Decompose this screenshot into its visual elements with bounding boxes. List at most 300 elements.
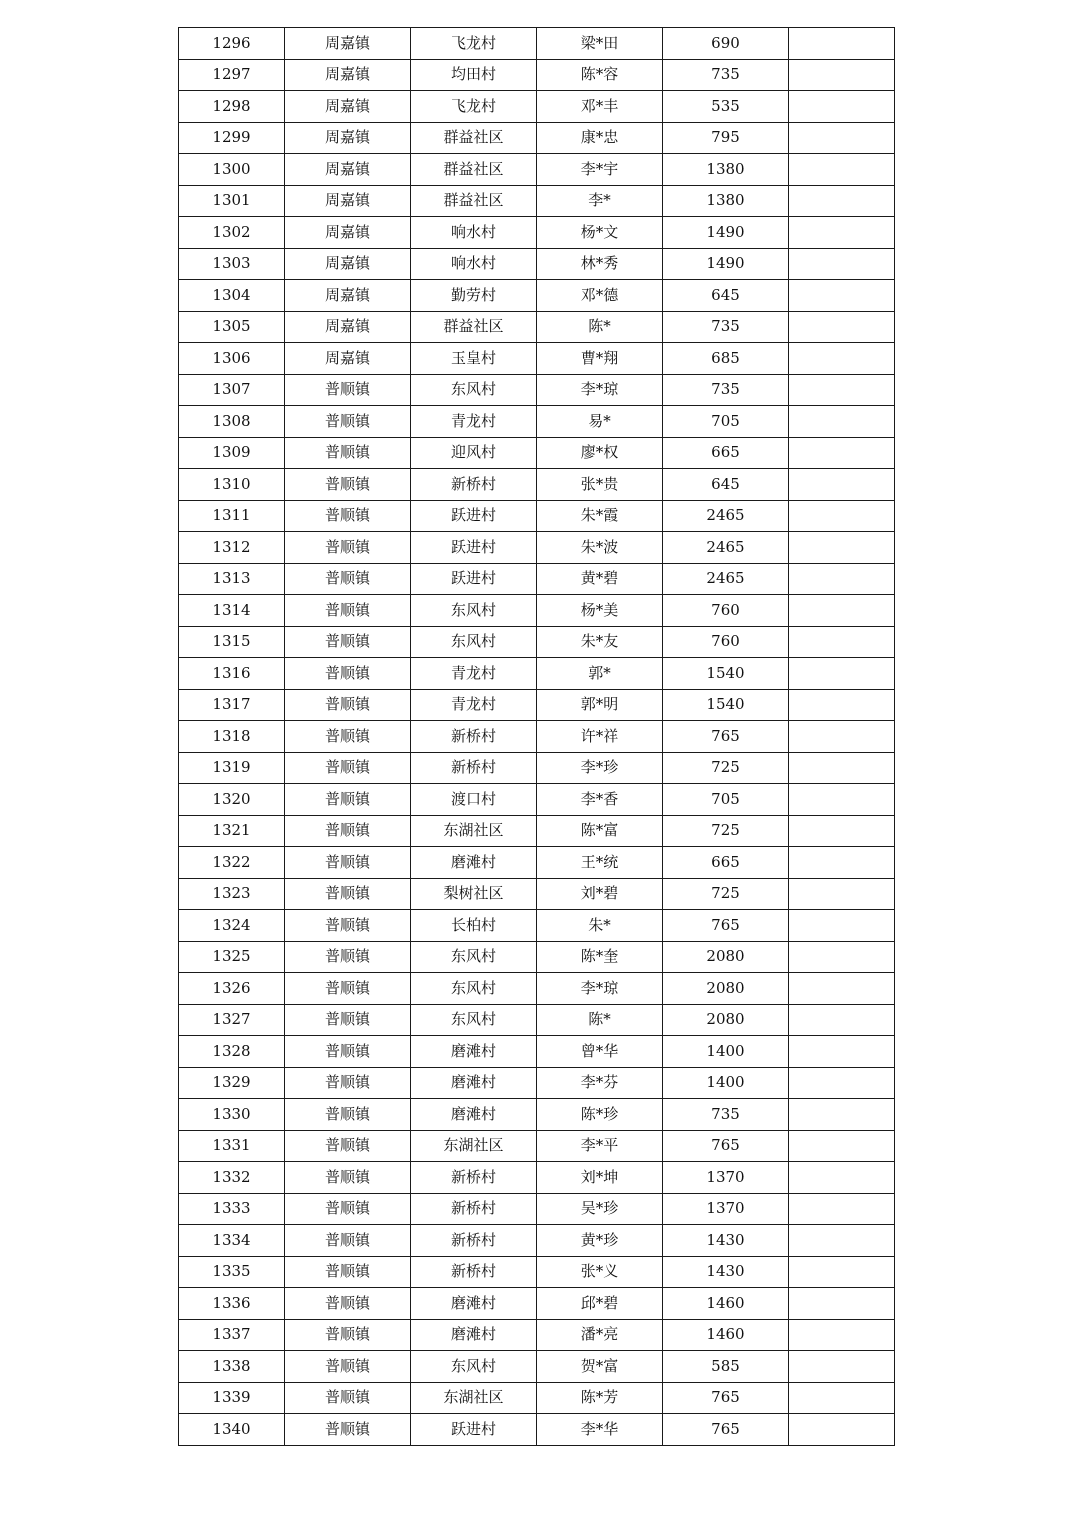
row-number-cell: 1308 bbox=[179, 406, 285, 438]
name-cell: 郭*明 bbox=[537, 689, 663, 721]
row-number-cell: 1334 bbox=[179, 1225, 285, 1257]
name-cell: 李*宇 bbox=[537, 154, 663, 186]
table-row bbox=[179, 658, 895, 690]
town-cell: 周嘉镇 bbox=[285, 59, 411, 91]
name-cell: 李*芬 bbox=[537, 1067, 663, 1099]
amount-cell: 765 bbox=[663, 1382, 789, 1414]
roster-table-body bbox=[179, 28, 895, 1446]
village-cell: 青龙村 bbox=[411, 689, 537, 721]
note-cell bbox=[789, 217, 895, 249]
town-cell: 周嘉镇 bbox=[285, 311, 411, 343]
village-cell: 磨滩村 bbox=[411, 1067, 537, 1099]
amount-cell: 735 bbox=[663, 59, 789, 91]
town-cell: 普顺镇 bbox=[285, 847, 411, 879]
row-number-cell: 1330 bbox=[179, 1099, 285, 1131]
name-cell: 张*义 bbox=[537, 1256, 663, 1288]
town-cell: 普顺镇 bbox=[285, 406, 411, 438]
town-cell: 周嘉镇 bbox=[285, 185, 411, 217]
town-cell: 普顺镇 bbox=[285, 941, 411, 973]
table-row bbox=[179, 374, 895, 406]
row-number-cell: 1305 bbox=[179, 311, 285, 343]
town-cell: 普顺镇 bbox=[285, 1193, 411, 1225]
name-cell: 邓*丰 bbox=[537, 91, 663, 123]
note-cell bbox=[789, 689, 895, 721]
amount-cell: 1540 bbox=[663, 658, 789, 690]
name-cell: 陈*富 bbox=[537, 815, 663, 847]
name-cell: 贺*富 bbox=[537, 1351, 663, 1383]
note-cell bbox=[789, 1351, 895, 1383]
village-cell: 均田村 bbox=[411, 59, 537, 91]
name-cell: 曹*翔 bbox=[537, 343, 663, 375]
town-cell: 普顺镇 bbox=[285, 658, 411, 690]
amount-cell: 725 bbox=[663, 878, 789, 910]
row-number-cell: 1336 bbox=[179, 1288, 285, 1320]
name-cell: 朱*波 bbox=[537, 532, 663, 564]
note-cell bbox=[789, 59, 895, 91]
village-cell: 磨滩村 bbox=[411, 1319, 537, 1351]
town-cell: 周嘉镇 bbox=[285, 280, 411, 312]
name-cell: 李*珍 bbox=[537, 752, 663, 784]
note-cell bbox=[789, 311, 895, 343]
village-cell: 玉皇村 bbox=[411, 343, 537, 375]
name-cell: 邱*碧 bbox=[537, 1288, 663, 1320]
town-cell: 普顺镇 bbox=[285, 437, 411, 469]
row-number-cell: 1296 bbox=[179, 28, 285, 60]
row-number-cell: 1298 bbox=[179, 91, 285, 123]
amount-cell: 795 bbox=[663, 122, 789, 154]
roster-table bbox=[178, 27, 895, 1446]
table-row bbox=[179, 595, 895, 627]
table-row bbox=[179, 185, 895, 217]
name-cell: 刘*碧 bbox=[537, 878, 663, 910]
amount-cell: 1430 bbox=[663, 1225, 789, 1257]
note-cell bbox=[789, 658, 895, 690]
row-number-cell: 1333 bbox=[179, 1193, 285, 1225]
note-cell bbox=[789, 595, 895, 627]
name-cell: 朱*霞 bbox=[537, 500, 663, 532]
town-cell: 普顺镇 bbox=[285, 374, 411, 406]
note-cell bbox=[789, 532, 895, 564]
amount-cell: 1490 bbox=[663, 248, 789, 280]
name-cell: 刘*坤 bbox=[537, 1162, 663, 1194]
village-cell: 飞龙村 bbox=[411, 28, 537, 60]
row-number-cell: 1306 bbox=[179, 343, 285, 375]
table-row bbox=[179, 343, 895, 375]
town-cell: 普顺镇 bbox=[285, 1319, 411, 1351]
name-cell: 吴*珍 bbox=[537, 1193, 663, 1225]
village-cell: 响水村 bbox=[411, 248, 537, 280]
name-cell: 邓*德 bbox=[537, 280, 663, 312]
table-row bbox=[179, 122, 895, 154]
row-number-cell: 1299 bbox=[179, 122, 285, 154]
table-row bbox=[179, 311, 895, 343]
table-row bbox=[179, 1004, 895, 1036]
row-number-cell: 1338 bbox=[179, 1351, 285, 1383]
town-cell: 普顺镇 bbox=[285, 1351, 411, 1383]
town-cell: 普顺镇 bbox=[285, 1067, 411, 1099]
village-cell: 飞龙村 bbox=[411, 91, 537, 123]
row-number-cell: 1335 bbox=[179, 1256, 285, 1288]
village-cell: 跃进村 bbox=[411, 532, 537, 564]
note-cell bbox=[789, 1382, 895, 1414]
village-cell: 新桥村 bbox=[411, 1225, 537, 1257]
note-cell bbox=[789, 815, 895, 847]
row-number-cell: 1329 bbox=[179, 1067, 285, 1099]
town-cell: 周嘉镇 bbox=[285, 91, 411, 123]
town-cell: 普顺镇 bbox=[285, 910, 411, 942]
name-cell: 陈*容 bbox=[537, 59, 663, 91]
village-cell: 跃进村 bbox=[411, 563, 537, 595]
note-cell bbox=[789, 1288, 895, 1320]
amount-cell: 645 bbox=[663, 469, 789, 501]
note-cell bbox=[789, 91, 895, 123]
amount-cell: 705 bbox=[663, 406, 789, 438]
row-number-cell: 1322 bbox=[179, 847, 285, 879]
note-cell bbox=[789, 185, 895, 217]
note-cell bbox=[789, 343, 895, 375]
town-cell: 普顺镇 bbox=[285, 1036, 411, 1068]
village-cell: 新桥村 bbox=[411, 752, 537, 784]
village-cell: 青龙村 bbox=[411, 658, 537, 690]
town-cell: 普顺镇 bbox=[285, 1004, 411, 1036]
name-cell: 陈*珍 bbox=[537, 1099, 663, 1131]
name-cell: 李*琼 bbox=[537, 374, 663, 406]
row-number-cell: 1331 bbox=[179, 1130, 285, 1162]
table-row bbox=[179, 973, 895, 1005]
row-number-cell: 1312 bbox=[179, 532, 285, 564]
amount-cell: 685 bbox=[663, 343, 789, 375]
name-cell: 林*秀 bbox=[537, 248, 663, 280]
village-cell: 迎风村 bbox=[411, 437, 537, 469]
name-cell: 易* bbox=[537, 406, 663, 438]
town-cell: 普顺镇 bbox=[285, 721, 411, 753]
name-cell: 郭* bbox=[537, 658, 663, 690]
row-number-cell: 1311 bbox=[179, 500, 285, 532]
village-cell: 磨滩村 bbox=[411, 1036, 537, 1068]
village-cell: 新桥村 bbox=[411, 469, 537, 501]
town-cell: 普顺镇 bbox=[285, 784, 411, 816]
village-cell: 东风村 bbox=[411, 374, 537, 406]
table-row bbox=[179, 847, 895, 879]
table-row bbox=[179, 752, 895, 784]
note-cell bbox=[789, 1004, 895, 1036]
name-cell: 廖*权 bbox=[537, 437, 663, 469]
table-row bbox=[179, 1382, 895, 1414]
name-cell: 许*祥 bbox=[537, 721, 663, 753]
note-cell bbox=[789, 563, 895, 595]
village-cell: 长柏村 bbox=[411, 910, 537, 942]
name-cell: 潘*亮 bbox=[537, 1319, 663, 1351]
amount-cell: 1430 bbox=[663, 1256, 789, 1288]
village-cell: 群益社区 bbox=[411, 311, 537, 343]
note-cell bbox=[789, 154, 895, 186]
row-number-cell: 1301 bbox=[179, 185, 285, 217]
note-cell bbox=[789, 28, 895, 60]
town-cell: 普顺镇 bbox=[285, 973, 411, 1005]
town-cell: 周嘉镇 bbox=[285, 343, 411, 375]
note-cell bbox=[789, 1225, 895, 1257]
town-cell: 普顺镇 bbox=[285, 1414, 411, 1446]
town-cell: 周嘉镇 bbox=[285, 217, 411, 249]
village-cell: 梨树社区 bbox=[411, 878, 537, 910]
town-cell: 普顺镇 bbox=[285, 815, 411, 847]
note-cell bbox=[789, 500, 895, 532]
village-cell: 群益社区 bbox=[411, 154, 537, 186]
row-number-cell: 1324 bbox=[179, 910, 285, 942]
village-cell: 跃进村 bbox=[411, 1414, 537, 1446]
name-cell: 陈* bbox=[537, 311, 663, 343]
amount-cell: 2465 bbox=[663, 563, 789, 595]
table-row bbox=[179, 1162, 895, 1194]
row-number-cell: 1314 bbox=[179, 595, 285, 627]
amount-cell: 1370 bbox=[663, 1162, 789, 1194]
town-cell: 普顺镇 bbox=[285, 1288, 411, 1320]
amount-cell: 1540 bbox=[663, 689, 789, 721]
amount-cell: 765 bbox=[663, 721, 789, 753]
name-cell: 张*贵 bbox=[537, 469, 663, 501]
village-cell: 新桥村 bbox=[411, 1193, 537, 1225]
table-row bbox=[179, 1288, 895, 1320]
note-cell bbox=[789, 626, 895, 658]
row-number-cell: 1303 bbox=[179, 248, 285, 280]
row-number-cell: 1313 bbox=[179, 563, 285, 595]
name-cell: 黄*珍 bbox=[537, 1225, 663, 1257]
name-cell: 李*华 bbox=[537, 1414, 663, 1446]
note-cell bbox=[789, 1256, 895, 1288]
table-row bbox=[179, 1414, 895, 1446]
note-cell bbox=[789, 1036, 895, 1068]
village-cell: 勤劳村 bbox=[411, 280, 537, 312]
row-number-cell: 1318 bbox=[179, 721, 285, 753]
table-row bbox=[179, 1193, 895, 1225]
amount-cell: 2080 bbox=[663, 941, 789, 973]
amount-cell: 735 bbox=[663, 311, 789, 343]
town-cell: 普顺镇 bbox=[285, 1382, 411, 1414]
row-number-cell: 1328 bbox=[179, 1036, 285, 1068]
note-cell bbox=[789, 910, 895, 942]
town-cell: 普顺镇 bbox=[285, 1099, 411, 1131]
amount-cell: 665 bbox=[663, 437, 789, 469]
town-cell: 普顺镇 bbox=[285, 595, 411, 627]
amount-cell: 2080 bbox=[663, 973, 789, 1005]
table-row bbox=[179, 1036, 895, 1068]
note-cell bbox=[789, 1193, 895, 1225]
amount-cell: 760 bbox=[663, 595, 789, 627]
village-cell: 群益社区 bbox=[411, 122, 537, 154]
village-cell: 新桥村 bbox=[411, 721, 537, 753]
amount-cell: 585 bbox=[663, 1351, 789, 1383]
row-number-cell: 1327 bbox=[179, 1004, 285, 1036]
town-cell: 普顺镇 bbox=[285, 500, 411, 532]
town-cell: 普顺镇 bbox=[285, 469, 411, 501]
table-row bbox=[179, 248, 895, 280]
town-cell: 周嘉镇 bbox=[285, 122, 411, 154]
village-cell: 东风村 bbox=[411, 1351, 537, 1383]
village-cell: 东湖社区 bbox=[411, 1130, 537, 1162]
name-cell: 黄*碧 bbox=[537, 563, 663, 595]
note-cell bbox=[789, 973, 895, 1005]
amount-cell: 2465 bbox=[663, 532, 789, 564]
village-cell: 群益社区 bbox=[411, 185, 537, 217]
table-row bbox=[179, 59, 895, 91]
note-cell bbox=[789, 374, 895, 406]
amount-cell: 765 bbox=[663, 910, 789, 942]
amount-cell: 725 bbox=[663, 752, 789, 784]
table-row bbox=[179, 784, 895, 816]
amount-cell: 665 bbox=[663, 847, 789, 879]
town-cell: 普顺镇 bbox=[285, 626, 411, 658]
amount-cell: 760 bbox=[663, 626, 789, 658]
table-row bbox=[179, 689, 895, 721]
town-cell: 普顺镇 bbox=[285, 563, 411, 595]
table-row bbox=[179, 28, 895, 60]
table-row bbox=[179, 1067, 895, 1099]
note-cell bbox=[789, 1067, 895, 1099]
row-number-cell: 1300 bbox=[179, 154, 285, 186]
table-row bbox=[179, 91, 895, 123]
town-cell: 周嘉镇 bbox=[285, 28, 411, 60]
name-cell: 李*香 bbox=[537, 784, 663, 816]
village-cell: 东风村 bbox=[411, 973, 537, 1005]
town-cell: 普顺镇 bbox=[285, 878, 411, 910]
name-cell: 王*统 bbox=[537, 847, 663, 879]
table-row bbox=[179, 1130, 895, 1162]
village-cell: 东风村 bbox=[411, 626, 537, 658]
name-cell: 李*琼 bbox=[537, 973, 663, 1005]
note-cell bbox=[789, 784, 895, 816]
town-cell: 周嘉镇 bbox=[285, 248, 411, 280]
name-cell: 李*平 bbox=[537, 1130, 663, 1162]
row-number-cell: 1326 bbox=[179, 973, 285, 1005]
table-row bbox=[179, 1225, 895, 1257]
row-number-cell: 1332 bbox=[179, 1162, 285, 1194]
row-number-cell: 1319 bbox=[179, 752, 285, 784]
village-cell: 磨滩村 bbox=[411, 847, 537, 879]
table-row bbox=[179, 532, 895, 564]
village-cell: 东湖社区 bbox=[411, 815, 537, 847]
row-number-cell: 1302 bbox=[179, 217, 285, 249]
note-cell bbox=[789, 280, 895, 312]
village-cell: 东风村 bbox=[411, 1004, 537, 1036]
town-cell: 周嘉镇 bbox=[285, 154, 411, 186]
table-row bbox=[179, 563, 895, 595]
town-cell: 普顺镇 bbox=[285, 532, 411, 564]
table-row bbox=[179, 437, 895, 469]
amount-cell: 725 bbox=[663, 815, 789, 847]
note-cell bbox=[789, 469, 895, 501]
name-cell: 陈* bbox=[537, 1004, 663, 1036]
table-row bbox=[179, 217, 895, 249]
row-number-cell: 1321 bbox=[179, 815, 285, 847]
name-cell: 朱*友 bbox=[537, 626, 663, 658]
row-number-cell: 1304 bbox=[179, 280, 285, 312]
name-cell: 陈*芳 bbox=[537, 1382, 663, 1414]
name-cell: 曾*华 bbox=[537, 1036, 663, 1068]
note-cell bbox=[789, 248, 895, 280]
table-row bbox=[179, 469, 895, 501]
village-cell: 东风村 bbox=[411, 595, 537, 627]
table-row bbox=[179, 406, 895, 438]
row-number-cell: 1315 bbox=[179, 626, 285, 658]
village-cell: 青龙村 bbox=[411, 406, 537, 438]
amount-cell: 1400 bbox=[663, 1036, 789, 1068]
amount-cell: 1380 bbox=[663, 154, 789, 186]
village-cell: 新桥村 bbox=[411, 1256, 537, 1288]
row-number-cell: 1337 bbox=[179, 1319, 285, 1351]
amount-cell: 1460 bbox=[663, 1319, 789, 1351]
name-cell: 陈*奎 bbox=[537, 941, 663, 973]
row-number-cell: 1323 bbox=[179, 878, 285, 910]
note-cell bbox=[789, 1414, 895, 1446]
village-cell: 跃进村 bbox=[411, 500, 537, 532]
row-number-cell: 1325 bbox=[179, 941, 285, 973]
village-cell: 响水村 bbox=[411, 217, 537, 249]
name-cell: 朱* bbox=[537, 910, 663, 942]
row-number-cell: 1307 bbox=[179, 374, 285, 406]
note-cell bbox=[789, 406, 895, 438]
name-cell: 康*忠 bbox=[537, 122, 663, 154]
row-number-cell: 1297 bbox=[179, 59, 285, 91]
note-cell bbox=[789, 941, 895, 973]
note-cell bbox=[789, 437, 895, 469]
name-cell: 杨*文 bbox=[537, 217, 663, 249]
amount-cell: 1400 bbox=[663, 1067, 789, 1099]
amount-cell: 765 bbox=[663, 1130, 789, 1162]
town-cell: 普顺镇 bbox=[285, 1225, 411, 1257]
table-row bbox=[179, 815, 895, 847]
amount-cell: 765 bbox=[663, 1414, 789, 1446]
amount-cell: 1460 bbox=[663, 1288, 789, 1320]
town-cell: 普顺镇 bbox=[285, 752, 411, 784]
document-page bbox=[178, 27, 894, 1446]
table-row bbox=[179, 1256, 895, 1288]
village-cell: 渡口村 bbox=[411, 784, 537, 816]
village-cell: 东湖社区 bbox=[411, 1382, 537, 1414]
note-cell bbox=[789, 1130, 895, 1162]
amount-cell: 535 bbox=[663, 91, 789, 123]
amount-cell: 690 bbox=[663, 28, 789, 60]
table-row bbox=[179, 878, 895, 910]
row-number-cell: 1340 bbox=[179, 1414, 285, 1446]
note-cell bbox=[789, 122, 895, 154]
village-cell: 磨滩村 bbox=[411, 1099, 537, 1131]
table-row bbox=[179, 1099, 895, 1131]
note-cell bbox=[789, 1099, 895, 1131]
amount-cell: 2080 bbox=[663, 1004, 789, 1036]
table-row bbox=[179, 154, 895, 186]
row-number-cell: 1320 bbox=[179, 784, 285, 816]
amount-cell: 735 bbox=[663, 374, 789, 406]
table-row bbox=[179, 500, 895, 532]
village-cell: 东风村 bbox=[411, 941, 537, 973]
row-number-cell: 1316 bbox=[179, 658, 285, 690]
note-cell bbox=[789, 847, 895, 879]
amount-cell: 645 bbox=[663, 280, 789, 312]
table-row bbox=[179, 721, 895, 753]
note-cell bbox=[789, 721, 895, 753]
note-cell bbox=[789, 1162, 895, 1194]
town-cell: 普顺镇 bbox=[285, 1162, 411, 1194]
row-number-cell: 1317 bbox=[179, 689, 285, 721]
row-number-cell: 1310 bbox=[179, 469, 285, 501]
note-cell bbox=[789, 752, 895, 784]
name-cell: 杨*美 bbox=[537, 595, 663, 627]
table-row bbox=[179, 941, 895, 973]
amount-cell: 1380 bbox=[663, 185, 789, 217]
town-cell: 普顺镇 bbox=[285, 1130, 411, 1162]
table-row bbox=[179, 1319, 895, 1351]
village-cell: 磨滩村 bbox=[411, 1288, 537, 1320]
